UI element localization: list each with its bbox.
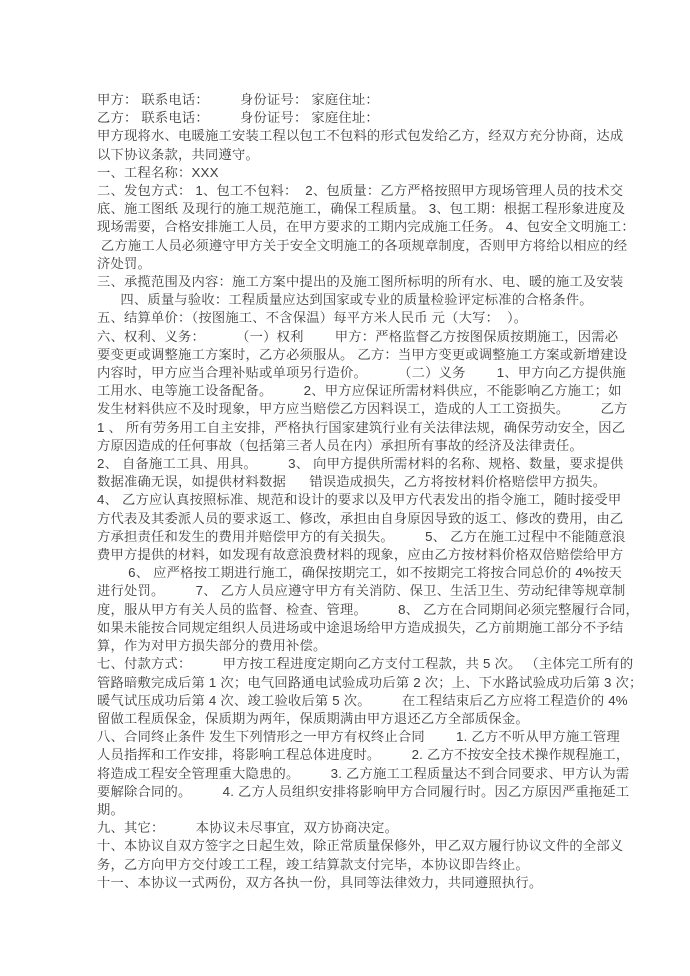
document-line: 二、发包方式： 1、包工不包料： 2、包质量：乙方严格按照甲方现场管理人员的技术交 bbox=[97, 183, 624, 199]
document-line: 工用水、电等施工设备配备。 2、甲方应保证所需材料供应，不能影响乙方施工；如 bbox=[97, 383, 622, 399]
document-line: 乙方： 联系电话： 身份证号： 家庭住址： bbox=[97, 110, 379, 126]
document-line: 如果未能按合同规定组织人员进场或中途退场给甲方造成损失，乙方前期施工部分不予结 bbox=[97, 619, 624, 635]
document-line: 方代表及其委派人员的要求返工、修改，承担由自身原因导致的返工、修改的费用，由乙 bbox=[97, 510, 624, 526]
document-line: 期。 bbox=[97, 801, 124, 817]
document-line: 数据准确无误，如提供材料数据 错误造成损失，乙方将按材料价格赔偿甲方损失。 bbox=[97, 474, 607, 490]
document-line: 现场需要，合格安排施工人员，在甲方要求的工期内完成施工任务。 4、包安全文明施工： bbox=[97, 219, 635, 235]
document-line: 一、工程名称：XXX bbox=[97, 164, 219, 180]
document-line: 十一、本协议一式两份，双方各执一份，具同等法律效力，共同遵照执行。 bbox=[97, 874, 543, 890]
document-line: 方原因造成的任何事故（包括第三者人员在内）承担所有事故的经济及法律责任。 bbox=[97, 437, 583, 453]
document-line: 算，作为对甲方损失部分的费用补偿。 bbox=[97, 638, 327, 654]
document-line: 要解除合同的。 4. 乙方人员组织安排将影响甲方合同履行时。因乙方原因严重拖延工 bbox=[97, 783, 630, 799]
document-line: 六、权利、义务： （一）权利 甲方：严格监督乙方按图保质按期施工，因需必 bbox=[97, 328, 619, 344]
document-line: 九、其它： 本协议未尽事宜，双方协商决定。 bbox=[97, 820, 399, 836]
document-line: 务，乙方向甲方交付竣工工程，竣工结算款支付完毕，本协议即告终止。 bbox=[97, 856, 529, 872]
document-line: 费甲方提供的材料，如发现有故意浪费材料的现象，应由乙方按材料价格双倍赔偿给甲方 bbox=[97, 547, 624, 563]
document-line: 八、合同终止条件 发生下列情形之一甲方有权终止合同 1. 乙方不听从甲方施工管理 bbox=[97, 729, 620, 745]
document-line: 甲方现将水、电暖施工安装工程以包工不包料的形式包发给乙方，经双方充分协商，达成 bbox=[97, 128, 624, 144]
document-line: 甲方： 联系电话： 身份证号： 家庭住址： bbox=[97, 92, 379, 107]
document-line: 人员指挥和工作安排，将影响工程总体进度时。 2. 乙方不按安全技术操作规程施工， bbox=[97, 747, 630, 763]
document-line: 济处罚。 bbox=[97, 255, 151, 271]
document-line: 1 、 所有劳务用工自主安排，严格执行国家建筑行业有关法律法规，确保劳动安全，因乙 bbox=[97, 419, 626, 435]
document-line: 内容时，甲方应当合理补贴或单项另行造价。 （二）义务 1、甲方向乙方提供施 bbox=[97, 365, 626, 381]
document-line: 将造成工程安全管理重大隐患的。 3. 乙方施工工程质量达不到合同要求、甲方认为需 bbox=[97, 765, 630, 781]
document-line: 4、 乙方应认真按照标准、规范和设计的要求以及甲方代表发出的指令施工，随时接受甲 bbox=[97, 492, 622, 508]
document-line: 暖气试压成功后第 4 次、竣工验收后第 5 次。 在工程结束后乙方应将工程造价的 4% bbox=[97, 692, 628, 708]
document-line: 6、 应严格按工期进行施工，确保按期完工，如不按期完工将按合同总价的 4%按天 bbox=[97, 565, 623, 581]
document-line: 七、付款方式： 甲方按工程进度定期向乙方支付工程款，共 5 次。 （主体完工所有的 bbox=[97, 656, 634, 672]
document-line: 发生材料供应不及时现象，甲方应当赔偿乙方因料误工，造成的人工工资损失。 乙方 bbox=[97, 401, 628, 417]
document-line: 十、本协议自双方签字之日起生效，除正常质量保修外，甲乙双方履行协议文件的全部义 bbox=[97, 838, 624, 854]
document-line: 要变更或调整施工方案时，乙方必须服从。 乙方：当甲方变更或调整施工方案或新增建设 bbox=[97, 346, 628, 362]
document-line: 五、结算单价：（按图施工、不含保温）每平方米人民币 元（大写： ）。 bbox=[97, 310, 528, 326]
document-line: 方承担责任和发生的费用并赔偿甲方的有关损失。 5、 乙方在施工过程中不能随意浪 bbox=[97, 528, 626, 544]
document-line: 三、承揽范围及内容：施工方案中提出的及施工图所标明的所有水、电、暖的施工及安装 bbox=[97, 274, 624, 290]
document-line: 管路暗敷完成后第 1 次；电气回路通电试验成功后第 2 次；上、下水路试验成功后第 3 次； bbox=[97, 674, 643, 690]
document-line: 进行处罚。 7、 乙方人员应遵守甲方有关消防、保卫、生活卫生、劳动纪律等规章制 bbox=[97, 583, 626, 599]
document-line: 乙方施工人员必须遵守甲方关于安全文明施工的各项规章制度，否则甲方将给以相应的经 bbox=[97, 237, 628, 253]
document-line: 四、质量与验收：工程质量应达到国家或专业的质量检验评定标准的合格条件。 bbox=[97, 292, 593, 308]
document-line: 以下协议条款，共同遵守。 bbox=[97, 146, 259, 162]
document-line: 底、施工图纸 及现行的施工规范施工，确保工程质量。 3、包工期：根据工程形象进度及 bbox=[97, 201, 626, 217]
contract-text-body bbox=[97, 91, 643, 892]
document-line: 2、 自备施工工具、用具。 3、 向甲方提供所需材料的名称、规格、数量，要求提供 bbox=[97, 456, 624, 472]
document-line: 留做工程质保金，保质期为两年，保质期满由甲方退还乙方全部质保金。 bbox=[97, 710, 529, 726]
document-line: 度，服从甲方有关人员的监督、检查、管理。 8、 乙方在合同期间必须完整履行合同， bbox=[97, 601, 640, 617]
